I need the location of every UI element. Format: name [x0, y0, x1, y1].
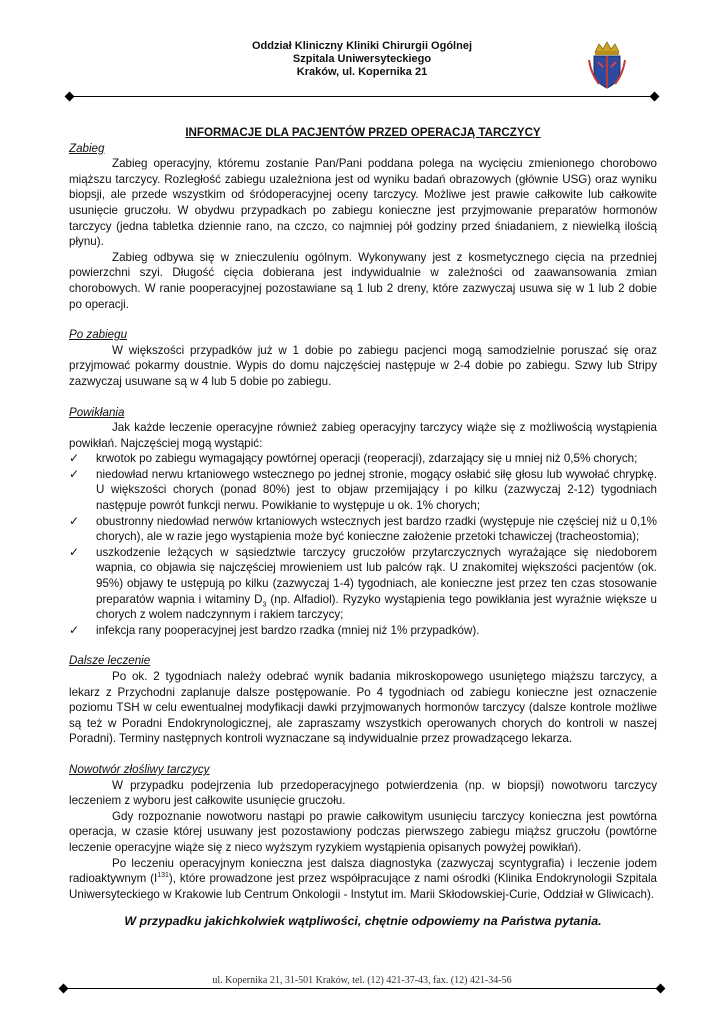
- section-heading-dalsze-leczenie: Dalsze leczenie: [69, 654, 151, 668]
- checkmark-icon: ✓: [69, 622, 80, 637]
- checkmark-icon: ✓: [69, 451, 80, 466]
- paragraph: Po leczeniu operacyjnym konieczna jest dalsza diagnostyka (zazwyczaj scyntygrafia) i leczenie jodem radioaktywnym $(I^{131})$, które prowadzone jest przez współpracujące z nami ośrodki (Klinika Endokrynologii Szpitala Uniwersyteckiego w Krakowie lub Centrum Onkologii - Instytut im. Marii Skłodowskiej-Curie, Oddział w Gliwicach).: [69, 856, 657, 901]
- section-heading-po-zabiegu: Po zabiegu: [69, 328, 128, 342]
- document-title: INFORMACJE DLA PACJENTÓW PRZED OPERACJĄ TARCZYCY: [185, 126, 541, 139]
- section-heading-nowotwor: Nowotwór złośliwy tarczycy: [69, 762, 210, 776]
- section-heading-zabieg: Zabieg: [69, 141, 105, 155]
- rule-end-diamond: [650, 92, 660, 102]
- footer-rule: [64, 988, 660, 989]
- complications-list: [69, 451, 657, 638]
- paragraph: Zabieg operacyjny, któremu zostanie Pan/Pani poddana polega na wycięciu zmienionego chorobowo miąższu tarczycy. Rozległość zabiegu uzależniona jest od wyniku badań obrazowych (głównie USG) oraz wyniku biopsji, ale przede wszystkim od śródoperacyjnej oceny tarczycy. Możliwe jest prawie całkowite lub całkowite usunięcie gruczołu. W obydwu przypadkach po zabiegu konieczne jest przyjmowanie preparatów hormonów tarczycy (jedna tabletka dziennie rano, na czczo, co najmniej pół godziny przed śniadaniem, z niewielką ilością płynu).: [69, 157, 657, 249]
- letterhead-line-1: Oddział Kliniczny Kliniki Chirurgii Ogólnej: [251, 40, 473, 52]
- list-item: ✓ krwotok po zabiegu wymagający powtórnej operacji (reoperacji), zdarzający się u mniej niż 0,5% chorych;: [69, 451, 638, 466]
- closing-note: W przypadku jakichkolwiek wątpliwości, chętnie odpowiemy na Państwa pytania.: [124, 914, 602, 929]
- list-item: ✓ niedowład nerwu krtaniowego wstecznego po jednej stronie, mogący osłabić siłę głosu lub wywołać chrypkę. U większości chorych (ponad 80%) jest to objaw przemijający i po kilku (zazwyczaj 2-12) tygodniach następuje powrót funkcji nerwu. Powikłanie to występuje u ok. 1% chorych;: [69, 466, 657, 513]
- paragraph: Zabieg odbywa się w znieczuleniu ogólnym. Wykonywany jest z kosmetycznego cięcia na przedniej powierzchni szyi. Długość cięcia dobierana jest indywidualnie w zależności od zaawansowania zmian chorobowych. W ranie pooperacyjnej pozostawiane są 1 lub 2 dreny, które zazwyczaj usuwa się w 1 lub 2 dobie po operacji.: [69, 250, 657, 311]
- checkmark-icon: ✓: [69, 466, 80, 481]
- footer-address: ul. Kopernika 21, 31-501 Kraków, tel. (12) 421-37-43, fax. (12) 421-34-56: [212, 975, 512, 986]
- section-heading-powiklania: Powikłania: [69, 405, 125, 419]
- checkmark-icon: ✓: [69, 544, 80, 559]
- letterhead-line-2: Szpitala Uniwersyteckiego: [292, 53, 432, 65]
- list-item: ✓ obustronny niedowład nerwów krtaniowych wstecznych jest bardzo rzadki (występuje nie częściej niż u 0,1% chorych), ale w razie jego wystąpienia może być konieczne założenie przetoki tchawiczej (tracheostomia);: [69, 513, 657, 544]
- paragraph: W większości przypadków już w 1 dobie po zabiegu pacjenci mogą samodzielnie poruszać się oraz przyjmować pokarmy doustnie. Wypis do domu najczęściej następuje w 2-4 dobie po zabiegu. Szwy lub Stripy zazwyczaj usuwane są w 4 lub 5 dobie po zabiegu.: [69, 343, 657, 388]
- rule-end-diamond: [65, 92, 75, 102]
- header-rule: [70, 96, 654, 97]
- list-item: ✓ uszkodzenie leżących w sąsiedztwie tarczycy gruczołów przytarczycznych wyrażające się niedoborem wapnia, co objawia się najczęściej mrowieniem ust lub palców rąk. U znakomitej większości pacjentów (ok. 95%) objawy te ustępują po kilku (zazwyczaj 1-4) tygodniach, ale konieczne jest przez ten czas stosowanie preparatów wapnia i witaminy $D_3$ (np. Alfadiol). Ryzyko wystąpienia tego powikłania jest wyraźnie większe u chorych z wolem nadczynnym i rakiem tarczycy;: [69, 544, 657, 622]
- paragraph: Gdy rozpoznanie nowotworu nastąpi po prawie całkowitym usunięciu tarczycy konieczna jest powtórna operacja, w czasie której usuwany jest pozostawiony podczas pierwszego zabiegu miąższ gruczołu (powtórne leczenie operacyjne wiąże się z nieco wyższym ryzykiem wystąpienia opisanych powyżej powikłań).: [69, 809, 657, 854]
- paragraph: Po ok. 2 tygodniach należy odebrać wynik badania mikroskopowego usuniętego miąższu tarczycy, a lekarz z Przychodni zaplanuje dalsze postępowanie. Po 4 tygodniach od zabiegu konieczne jest oznaczenie poziomu TSH w celu ewentualnej modyfikacji dawki przyjmowanych hormonów tarczycy (dalsze kontrole możliwe są też w Poradni Endokrynologicznej, ale zapraszamy wszystkich operowanych chorych do kontroli w naszej Poradni). Terminy następnych kontroli wyznaczane są indywidualnie przez prowadzącego lekarza.: [69, 670, 657, 746]
- crest-emblem-icon: [587, 38, 627, 92]
- letterhead-line-3: Kraków, ul. Kopernika 21: [296, 66, 428, 78]
- document-body: [69, 125, 657, 930]
- paragraph: W przypadku podejrzenia lub przedoperacyjnego potwierdzenia (np. w biopsji) nowotworu tarczycy leczeniem z wyboru jest całkowite usunięcie gruczołu.: [69, 778, 657, 808]
- checkmark-icon: ✓: [69, 513, 80, 528]
- paragraph: Jak każde leczenie operacyjne również zabieg operacyjny tarczycy wiąże się z możliwością wystąpienia powikłań. Najczęściej mogą wystąpić:: [69, 421, 657, 450]
- list-item: ✓ infekcja rany pooperacyjnej jest bardzo rzadka (mniej niż 1% przypadków).: [69, 622, 480, 637]
